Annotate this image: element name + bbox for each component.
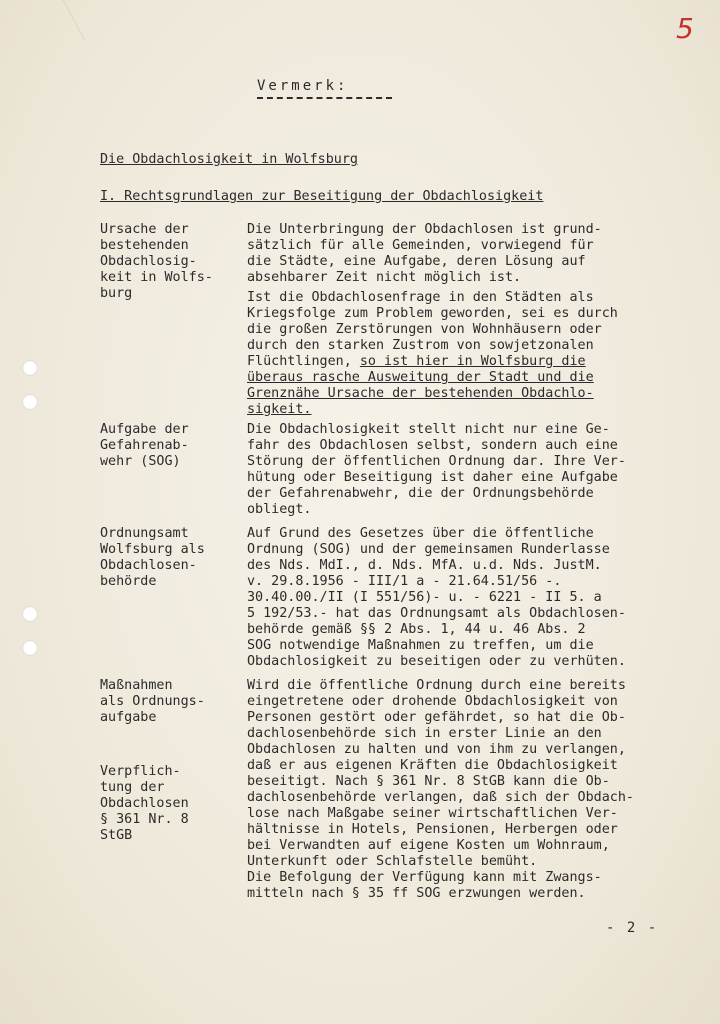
text-line: Wird die öffentliche Ordnung durch eine bereits <box>247 678 626 693</box>
text-line: Unterkunft oder Schlafstelle bemüht. <box>247 854 538 869</box>
text-line: des Nds. MdI., d. Nds. MfA. u.d. Nds. JustM. <box>247 558 602 573</box>
punch-hole <box>22 360 38 376</box>
title-underline <box>257 97 392 99</box>
text-line: hältnisse in Hotels, Pensionen, Herbergen oder <box>247 822 618 837</box>
punch-hole <box>22 640 38 656</box>
text-line: Die Unterbringung der Obdachlosen ist grund- <box>247 222 602 237</box>
text-line: hütung oder Beseitigung ist daher eine Aufgabe <box>247 470 618 485</box>
text-line: obliegt. <box>247 502 312 517</box>
text-line: behörde gemäß §§ 2 Abs. 1, 44 u. 46 Abs. 2 <box>247 622 586 637</box>
text-line: v. 29.8.1956 - III/1 a - 21.64.51/56 -. <box>247 574 562 589</box>
underlined-text: so ist hier in Wolfsburg die <box>359 354 586 369</box>
text-line: durch den starken Zustrom von sowjetzonalen <box>247 338 594 353</box>
underlined-text-line: überaus rasche Ausweitung der Stadt und die <box>247 370 594 385</box>
text-line: Die Obdachlosigkeit stellt nicht nur eine Ge- <box>247 422 610 437</box>
underlined-text-line: Grenznähe Ursache der bestehenden Obdachlo- <box>247 386 594 401</box>
text-line: 5 192/53.- hat das Ordnungsamt als Obdachlosen- <box>247 606 626 621</box>
text-line: Auf Grund des Gesetzes über die öffentliche <box>247 526 594 541</box>
text-line: fahr des Obdachlosen selbst, sondern auch eine <box>247 438 618 453</box>
paragraph-1 <box>247 222 677 286</box>
text-line: dachlosenbehörde sich in erster Linie an den <box>247 726 602 741</box>
text-line: Die Befolgung der Verfügung kann mit Zwangs- <box>247 870 602 885</box>
text-line: Störung der öffentlichen Ordnung dar. Ihre Ver- <box>247 454 626 469</box>
text-line: Kriegsfolge zum Problem geworden, sei es durch <box>247 306 618 321</box>
document-title: Vermerk: <box>257 78 349 94</box>
paragraph-5 <box>247 678 677 902</box>
paragraph-3 <box>247 422 677 518</box>
text-line: mitteln nach § 35 ff SOG erzwungen werden. <box>247 886 586 901</box>
text-line: sätzlich für alle Gemeinden, vorwiegend für <box>247 238 594 253</box>
handwritten-page-number: 5 <box>676 12 694 45</box>
text-line: Personen gestört oder gefährdet, so hat die Ob- <box>247 710 626 725</box>
text-line: daß er aus eigenen Kräften die Obdachlosigkeit <box>247 758 618 773</box>
text-line: dachlosenbehörde verlangen, daß sich der Obdach- <box>247 790 634 805</box>
margin-note-authority: Ordnungsamt Wolfsburg als Obdachlosen- behörde <box>100 526 205 589</box>
margin-note-cause: Ursache der bestehenden Obdachlosig- keit in Wolfs- burg <box>100 222 213 301</box>
text-segment: Flüchtlingen, <box>247 354 360 369</box>
margin-note-obligation: Verpflich- tung der Obdachlosen § 361 Nr. 8 StGB <box>100 764 189 843</box>
text-line: SOG notwendige Maßnahmen zu treffen, um die <box>247 638 594 653</box>
text-line: beseitigt. Nach § 361 Nr. 8 StGB kann die Ob- <box>247 774 610 789</box>
punch-hole <box>22 606 38 622</box>
text-line: Obdachlosigkeit zu beseitigen oder zu verhüten. <box>247 654 626 669</box>
text-line: Ordnung (SOG) und der gemeinsamen Runderlasse <box>247 542 610 557</box>
text-line: 30.40.00./II (I 551/56)- u. - 6221 - II 5. a <box>247 590 602 605</box>
section-heading: I. Rechtsgrundlagen zur Beseitigung der Obdachlosigkeit <box>100 189 544 204</box>
punch-hole <box>22 394 38 410</box>
text-line: Ist die Obdachlosenfrage in den Städten als <box>247 290 594 305</box>
text-line: der Gefahrenabwehr, die der Ordnungsbehörde <box>247 486 594 501</box>
margin-note-measures: Maßnahmen als Ordnungs- aufgabe <box>100 678 205 725</box>
text-line: absehbarer Zeit nicht möglich ist. <box>247 270 522 285</box>
paragraph-2 <box>247 290 677 418</box>
text-line: eingetretene oder drohende Obdachlosigkeit von <box>247 694 618 709</box>
corner-fold-mark <box>34 0 85 54</box>
text-line: bei Verwandten auf eigene Kosten um Wohnraum, <box>247 838 610 853</box>
text-line: die großen Zerstörungen von Wohnhäusern oder <box>247 322 602 337</box>
paragraph-4 <box>247 526 677 670</box>
text-line: lose nach Maßgabe seiner wirtschaftlichen Ver- <box>247 806 618 821</box>
margin-note-hazard-defense: Aufgabe der Gefahrenab- wehr (SOG) <box>100 422 189 469</box>
underlined-text-line: sigkeit. <box>247 402 312 417</box>
text-line <box>247 354 677 370</box>
page-number-footer: - 2 - <box>606 920 659 936</box>
text-line: die Städte, eine Aufgabe, deren Lösung auf <box>247 254 586 269</box>
main-heading: Die Obdachlosigkeit in Wolfsburg <box>100 152 358 167</box>
text-line: Obdachlosen zu halten und von ihm zu verlangen, <box>247 742 626 757</box>
